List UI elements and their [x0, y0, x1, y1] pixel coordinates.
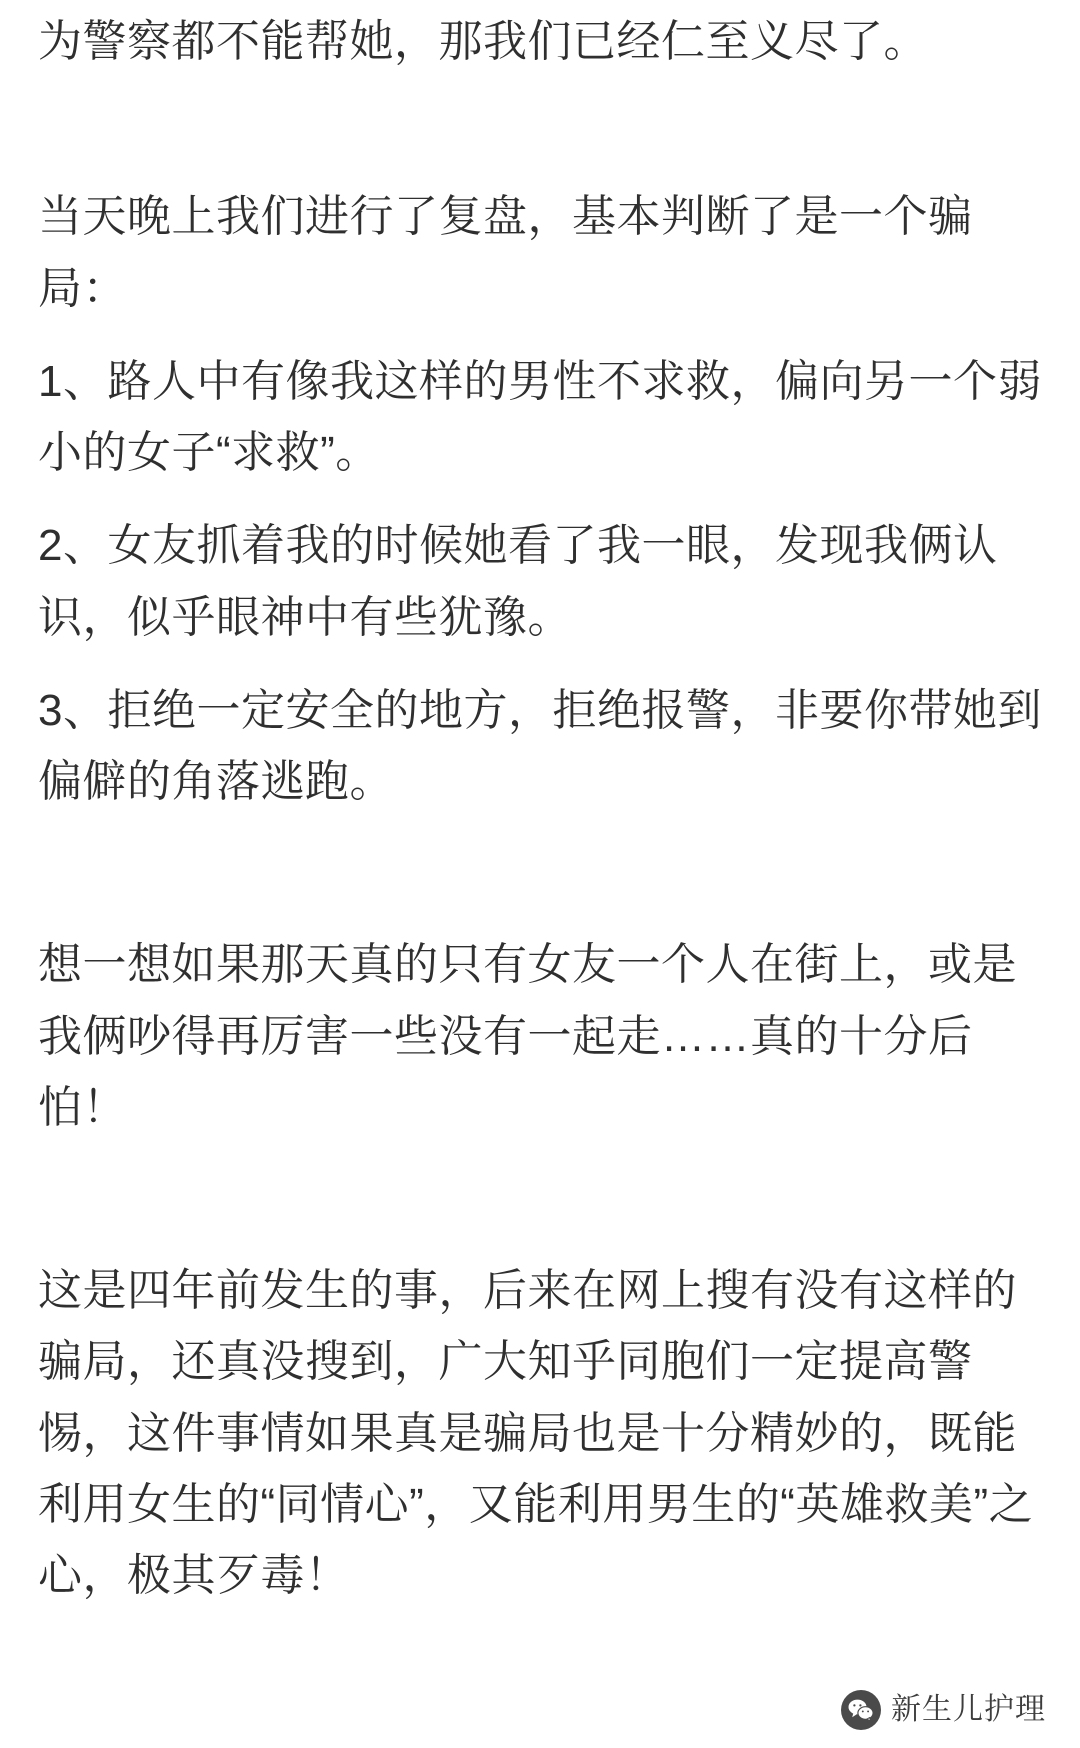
spacer	[38, 817, 1042, 929]
paragraph-review: 当天晚上我们进行了复盘，基本判断了是一个骗局：	[38, 192, 973, 313]
list-item-2: 2、女友抓着我的时候她看了我一眼，发现我俩认识，似乎眼神中有些犹豫。	[38, 521, 998, 642]
wechat-badge[interactable]	[841, 1690, 1046, 1730]
spacer	[38, 488, 1042, 510]
list-item-3: 3、拒绝一定安全的地方，拒绝报警，非要你带她到偏僻的角落逃跑。	[38, 685, 1042, 807]
paragraph-scary: 想一想如果那天真的只有女友一个人在街上，或是我俩吵得再厉害一些没有一起走……真的十分后怕！	[38, 940, 1017, 1132]
paragraph-continuation: 为警察都不能帮她，那我们已经仁至义尽了。	[38, 17, 928, 66]
spacer	[38, 653, 1042, 675]
wechat-icon	[841, 1690, 881, 1730]
spacer	[38, 324, 1042, 346]
account-name: 新生儿护理	[891, 1693, 1046, 1726]
footer-account-badge[interactable]	[841, 1690, 1046, 1730]
spacer	[38, 1143, 1042, 1255]
spacer	[38, 77, 1042, 181]
paragraph-conclusion: 这是四年前发生的事，后来在网上搜有没有这样的骗局，还真没搜到，广大知乎同胞们一定提高警惕，这件事情如果真是骗局也是十分精妙的，既能利用女生的“同情心”，又能利用男生的“英雄救美”之心，极其歹毒！	[38, 1266, 1034, 1601]
list-item-1: 1、路人中有像我这样的男性不求救，偏向另一个弱小的女子“求救”。	[38, 356, 1042, 478]
